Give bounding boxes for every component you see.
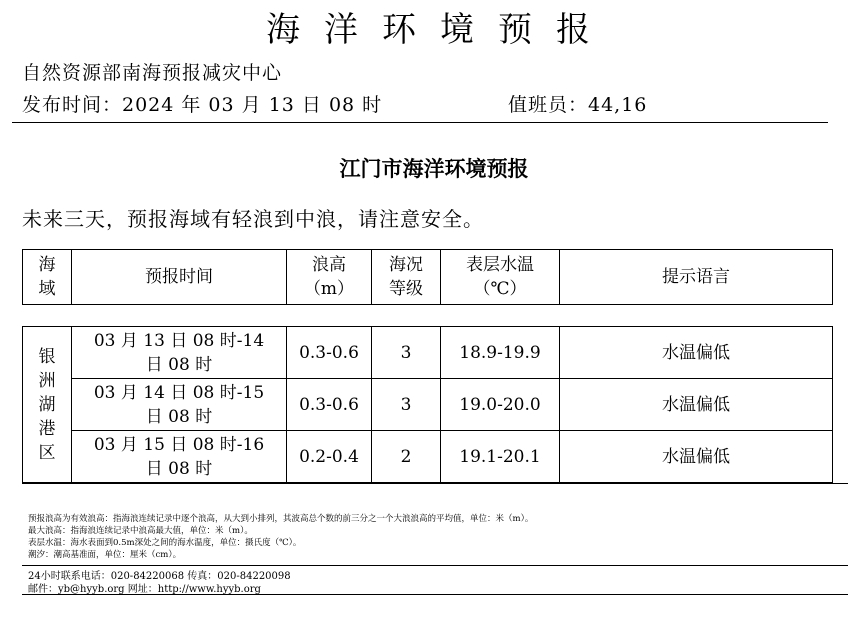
duty-staff: 值班员：44,16 [508, 94, 648, 116]
forecast-table [22, 326, 833, 483]
header-divider [12, 122, 828, 123]
contact-divider [22, 565, 848, 566]
header-wave: 浪高 （m） [287, 250, 372, 305]
water-temp: 19.0-20.0 [441, 379, 560, 431]
notes-divider [22, 483, 848, 484]
sea-state: 3 [372, 379, 441, 431]
header-temp: 表层水温 （℃） [441, 250, 560, 305]
table-row [23, 379, 833, 431]
wave-height: 0.2-0.4 [287, 431, 372, 483]
note-water-temp: 表层水温：海水表面到0.5m深处之间的海水温度，单位：摄氏度（℃）。 [28, 538, 302, 548]
note-tide: 潮汐：潮高基准面，单位：厘米（cm）。 [28, 550, 182, 560]
header-area: 海 域 [23, 250, 72, 305]
tip-text: 水温偏低 [560, 379, 833, 431]
document-title: 海洋环境预报 [266, 10, 614, 50]
water-temp: 18.9-19.9 [441, 327, 560, 379]
note-wave-height: 预报浪高为有效浪高：指海浪连续记录中逐个浪高，从大到小排列，其波高总个数的前三分之一个大浪浪高的平均值，单位：米（m）。 [28, 514, 534, 524]
header-state: 海况 等级 [372, 250, 441, 305]
forecast-time: 03 月 15 日 08 时-16 日 08 时 [72, 431, 287, 483]
wave-height: 0.3-0.6 [287, 327, 372, 379]
sea-state: 3 [372, 327, 441, 379]
contact-phone-fax: 24小时联系电话：020-84220068 传真：020-84220098 [28, 571, 291, 582]
forecast-time: 03 月 13 日 08 时-14 日 08 时 [72, 327, 287, 379]
water-temp: 19.1-20.1 [441, 431, 560, 483]
note-max-wave: 最大浪高：指海浪连续记录中浪高最大值，单位：米（m）。 [28, 526, 253, 536]
report-subtitle: 江门市海洋环境预报 [339, 157, 529, 181]
header-time: 预报时间 [72, 250, 287, 305]
issue-time: 发布时间：2024 年 03 月 13 日 08 时 [22, 94, 383, 116]
forecast-table-header [22, 249, 833, 305]
wave-height: 0.3-0.6 [287, 379, 372, 431]
forecast-time: 03 月 14 日 08 时-15 日 08 时 [72, 379, 287, 431]
sea-state: 2 [372, 431, 441, 483]
tip-text: 水温偏低 [560, 327, 833, 379]
area-name: 银 洲 湖 港 区 [23, 327, 72, 483]
table-row [23, 431, 833, 483]
table-row [23, 327, 833, 379]
report-summary: 未来三天，预报海域有轻浪到中浪，请注意安全。 [22, 207, 484, 231]
issuing-organization: 自然资源部南海预报减灾中心 [22, 62, 283, 84]
contact-email-web: 邮件：yb@hyyb.org 网址：http://www.hyyb.org [28, 584, 261, 595]
tip-text: 水温偏低 [560, 431, 833, 483]
footer-divider [22, 594, 848, 595]
header-tip: 提示语言 [560, 250, 833, 305]
